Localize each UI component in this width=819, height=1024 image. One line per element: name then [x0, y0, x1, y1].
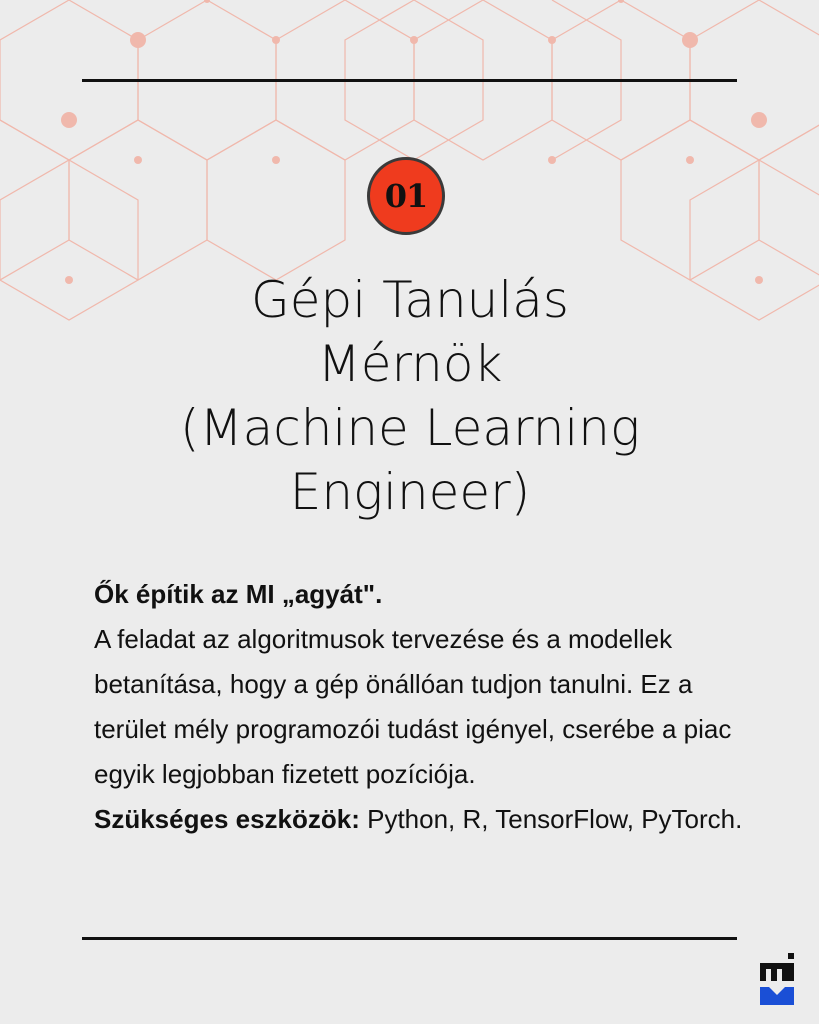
badge-number: 01	[384, 177, 428, 215]
description-block	[94, 572, 754, 842]
tools-line	[94, 797, 754, 842]
title-line: Mérnök	[317, 335, 503, 393]
title-line: (Machine Learning	[179, 399, 641, 457]
bottom-divider	[82, 937, 737, 940]
tools-label: Szükséges eszközök:	[94, 804, 360, 834]
description-heading: Ők építik az MI „agyát".	[94, 579, 383, 609]
title-line: Gépi Tanulás	[251, 271, 569, 329]
page-title	[60, 268, 760, 524]
title-line: Engineer)	[289, 463, 531, 521]
tools-value: Python, R, TensorFlow, PyTorch.	[359, 804, 743, 834]
top-divider	[82, 79, 737, 82]
mi-logo-icon	[760, 953, 794, 1005]
description-text: A feladat az algoritmusok tervezése és a modellek betanítása, hogy a gép önállóan tudjon tanulni. Ez a terület mély programozói tudást igényel, cserébe a piac egyik legjobban fizetett pozíciója.	[94, 624, 732, 789]
number-badge	[367, 157, 445, 235]
